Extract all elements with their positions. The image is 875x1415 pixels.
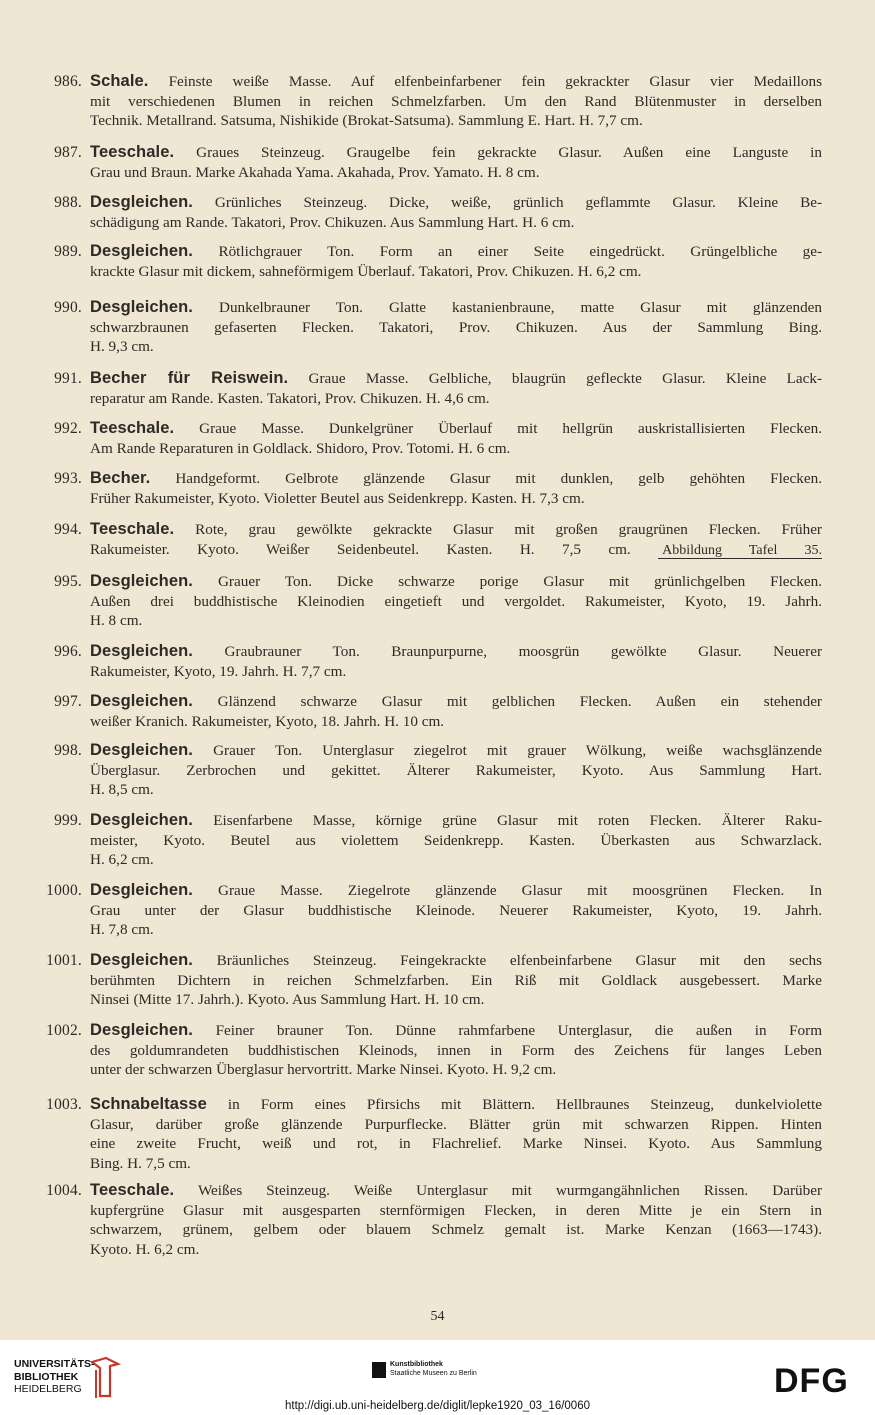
- entry-line-text: Außen drei buddhistische Kleinodien eingetieft und vergoldet. Rakumeister, Kyoto, 19. Jahrh.: [90, 592, 822, 610]
- entry-line: [90, 1134, 822, 1154]
- entry-line: [90, 1060, 822, 1080]
- entry-line-text: in Form eines Pfirsichs mit Blättern. Hellbraunes Steinzeug, dunkelviolette: [227, 1096, 822, 1113]
- entry-number: 999.: [54, 812, 82, 829]
- entry-text: [90, 72, 822, 131]
- entry-heading: Schale.: [90, 72, 149, 90]
- entry-line: [90, 901, 822, 921]
- entry-line: [90, 318, 822, 338]
- entry-line-text: Glänzend schwarze Glasur mit gelblichen Flecken. Außen ein stehender: [217, 693, 822, 710]
- entry-line-text: Weißes Steinzeug. Weiße Unterglasur mit wurmgangähnlichen Rissen. Darüber: [197, 1182, 822, 1199]
- entry-line: [90, 143, 822, 163]
- entry-line-text: Rakumeister, Kyoto, 19. Jahrh. H. 7,7 cm.: [90, 662, 347, 680]
- entry-text: [90, 811, 822, 870]
- entry-line-text: Graue Masse. Ziegelrote glänzende Glasur mit moosgrünen Flecken. In: [218, 882, 822, 899]
- entry-line-text: unter der schwarzen Überglasur hervortritt. Marke Ninsei. Kyoto. H. 9,2 cm.: [90, 1061, 557, 1079]
- entry-text: [90, 692, 822, 731]
- entry-line-text: Grünliches Steinzeug. Dicke, weiße, grünlich geflammte Glasur. Kleine Be-: [214, 194, 822, 211]
- entry-line: [90, 469, 822, 489]
- entry-line: [90, 1115, 822, 1135]
- entry-text: [90, 419, 822, 458]
- entry-number: 992.: [54, 420, 82, 437]
- entry-line-text: Rakumeister. Kyoto. Weißer Seidenbeutel. Kasten. H. 7,5 cm.: [90, 540, 631, 558]
- plate-reference: Abbildung Tafel 35.: [658, 543, 822, 559]
- entry-line: [90, 850, 822, 870]
- entry-heading: Becher.: [90, 469, 151, 487]
- library-line-3: HEIDELBERG: [14, 1383, 82, 1395]
- entry-line: [90, 881, 822, 901]
- entry-line-text: schwarzem, grünem, gelbem oder blauem Schmelz gemalt ist. Marke Kenzan (1663—1743).: [90, 1221, 822, 1239]
- entry-line-text: H. 9,3 cm.: [90, 338, 154, 356]
- entry-line: [90, 262, 822, 282]
- kunstbibliothek-text[interactable]: [390, 1360, 477, 1378]
- entry-text: [90, 298, 822, 357]
- page-number: 54: [430, 1309, 445, 1324]
- entry-text: [90, 572, 822, 631]
- entry-line-text: Grau und Braun. Marke Akahada Yama. Akahada, Prov. Yamato. H. 8 cm.: [90, 163, 540, 181]
- entry-line-text: krackte Glasur mit dickem, sahneförmigem Überlauf. Takatori, Prov. Chikuzen. H. 6,2 cm.: [90, 262, 642, 280]
- entry-line-text: kupfergrüne Glasur mit ausgesparten sternförmigen Flecken, in deren Mitte je ein Stern in: [90, 1201, 822, 1219]
- entry-text: [90, 369, 822, 408]
- entry-text: [90, 1095, 822, 1173]
- entry-line: [90, 712, 822, 732]
- entry-text: [90, 741, 822, 800]
- entry-line-text: Bräunliches Steinzeug. Feingekrackte elfenbeinfarbene Glasur mit den sechs: [216, 952, 822, 969]
- entry-line-text: Grauer Ton. Dicke schwarze porige Glasur mit grünlichgelben Flecken.: [217, 573, 823, 590]
- entry-line: [90, 1021, 822, 1041]
- entry-line-text: Glasur, darüber große glänzende Purpurflecke. Blätter grün mit schwarzen Rippen. Hinten: [90, 1115, 822, 1133]
- entry-text: [90, 1181, 822, 1259]
- entry-number: 1000.: [46, 882, 82, 899]
- entry-line-text: eine zweite Frucht, weiß und rot, in Flachrelief. Marke Ninsei. Kyoto. Aus Sammlung: [90, 1135, 822, 1153]
- entry-heading: Desgleichen.: [90, 193, 193, 211]
- entry-text: [90, 520, 822, 560]
- entry-heading: Desgleichen.: [90, 642, 193, 660]
- entry-line-text: Eisenfarbene Masse, körnige grüne Glasur mit roten Flecken. Älterer Raku-: [213, 812, 823, 829]
- entry-heading: Desgleichen.: [90, 741, 193, 759]
- entry-line: [90, 72, 822, 92]
- source-url-link[interactable]: http://digi.ub.uni-heidelberg.de/diglit/lepke1920_03_16/0060: [285, 1400, 590, 1412]
- entry-line: [90, 389, 822, 409]
- entry-heading: Desgleichen.: [90, 1021, 193, 1039]
- library-emblem-icon: [88, 1356, 122, 1400]
- entry-line-text: weißer Kranich. Rakumeister, Kyoto, 18. Jahrh. H. 10 cm.: [90, 712, 445, 730]
- entry-number: 994.: [54, 521, 82, 538]
- entry-line-text: berühmten Dichtern in reichen Schmelzfarben. Ein Riß mit Goldlack ausgebessert. Marke: [90, 971, 822, 989]
- entry-line: [90, 213, 822, 233]
- kb-title: Kunstbibliothek: [390, 1361, 443, 1368]
- entry-line-text: Überglasur. Zerbrochen und gekittet. Älterer Rakumeister, Kyoto. Aus Sammlung Hart.: [90, 761, 822, 779]
- entry-number: 989.: [54, 243, 82, 260]
- entry-number: 996.: [54, 643, 82, 660]
- entry-line-text: Grauer Ton. Unterglasur ziegelrot mit grauer Wölkung, weiße wachsglänzende: [213, 742, 822, 759]
- entry-line: [90, 1220, 822, 1240]
- entry-line: [90, 1095, 822, 1115]
- entry-heading: Desgleichen.: [90, 572, 193, 590]
- entry-text: [90, 642, 822, 681]
- entry-line-text: H. 7,8 cm.: [90, 921, 154, 939]
- entry-line-text: mit verschiedenen Blumen in reichen Schmelzfarben. Um den Rand Blütenmuster in derselben: [90, 92, 822, 110]
- entry-line-text: des goldumrandeten buddhistischen Kleinods, innen in Form des Zeichens für langes Leben: [90, 1041, 822, 1059]
- entry-text: [90, 193, 822, 232]
- entry-line: [90, 831, 822, 851]
- entry-line-text: Graue Masse. Gelbliche, blaugrün gefleckte Glasur. Kleine Lack-: [308, 370, 823, 387]
- entry-number: 1001.: [46, 952, 82, 969]
- entry-line: [90, 439, 822, 459]
- entry-text: [90, 951, 822, 1010]
- entry-line-text: H. 8,5 cm.: [90, 781, 154, 799]
- entry-text: [90, 143, 822, 182]
- entry-line: [90, 540, 822, 561]
- library-line-2: BIBLIOTHEK: [14, 1370, 79, 1383]
- entry-line: [90, 111, 822, 131]
- entry-line-text: H. 8 cm.: [90, 612, 143, 630]
- entry-line-text: Ninsei (Mitte 17. Jahrh.). Kyoto. Aus Sammlung Hart. H. 10 cm.: [90, 991, 485, 1009]
- entry-line-text: schwarzbraunen gefaserten Flecken. Takatori, Prov. Chikuzen. Aus der Sammlung Bing.: [90, 318, 822, 336]
- entry-heading: Desgleichen.: [90, 692, 193, 710]
- entry-line-text: schädigung am Rande. Takatori, Prov. Chikuzen. Aus Sammlung Hart. H. 6 cm.: [90, 213, 575, 231]
- entry-line: [90, 761, 822, 781]
- entry-line-text: Graue Masse. Dunkelgrüner Überlauf mit hellgrün auskristallisierten Flecken.: [199, 420, 823, 437]
- entry-line: [90, 692, 822, 712]
- entry-text: [90, 242, 822, 281]
- university-library-logo-text[interactable]: [14, 1358, 95, 1396]
- entry-line-text: Graubrauner Ton. Braunpurpurne, moosgrün gewölkte Glasur. Neuerer: [224, 643, 822, 660]
- entry-line: [90, 92, 822, 112]
- entry-line: [90, 520, 822, 540]
- entry-heading: Desgleichen.: [90, 242, 193, 260]
- entry-line-text: meister, Kyoto. Beutel aus violettem Seidenkrepp. Kasten. Überkasten aus Schwarzlack.: [90, 831, 822, 849]
- entry-line-text: Dunkelbrauner Ton. Glatte kastanienbraune, matte Glasur mit glänzenden: [218, 299, 823, 316]
- entry-line-text: reparatur am Rande. Kasten. Takatori, Prov. Chikuzen. H. 4,6 cm.: [90, 389, 490, 407]
- entry-line: [90, 419, 822, 439]
- entry-number: 1002.: [46, 1022, 82, 1039]
- entry-number: 998.: [54, 742, 82, 759]
- entry-line: [90, 1041, 822, 1061]
- entry-line: [90, 489, 822, 509]
- entry-line: [90, 592, 822, 612]
- footer-bar: [0, 1340, 875, 1415]
- entry-line: [90, 971, 822, 991]
- dfg-logo[interactable]: DFG: [774, 1362, 849, 1400]
- entry-line: [90, 780, 822, 800]
- entry-heading: Becher für Reiswein.: [90, 369, 289, 387]
- entry-line: [90, 642, 822, 662]
- kunstbibliothek-logo-icon: [372, 1362, 386, 1378]
- entry-heading: Desgleichen.: [90, 951, 193, 969]
- library-line-1: UNIVERSITÄTS-: [14, 1358, 95, 1370]
- entry-line: [90, 163, 822, 183]
- entry-line: [90, 572, 822, 592]
- entry-line: [90, 741, 822, 761]
- entry-line: [90, 662, 822, 682]
- entry-line-text: Rote, grau gewölkte gekrackte Glasur mit großen graugrünen Flecken. Früher: [195, 521, 822, 538]
- entry-line-text: Früher Rakumeister, Kyoto. Violetter Beutel aus Seidenkrepp. Kasten. H. 7,3 cm.: [90, 489, 585, 507]
- entry-line: [90, 369, 822, 389]
- entry-line: [90, 990, 822, 1010]
- entry-line: [90, 298, 822, 318]
- entry-line-text: Am Rande Reparaturen in Goldlack. Shidoro, Prov. Totomi. H. 6 cm.: [90, 439, 511, 457]
- entry-number: 1003.: [46, 1096, 82, 1113]
- entry-number: 1004.: [46, 1182, 82, 1199]
- entry-heading: Desgleichen.: [90, 811, 193, 829]
- entry-line-text: Bing. H. 7,5 cm.: [90, 1154, 191, 1172]
- entry-line-text: Feiner brauner Ton. Dünne rahmfarbene Unterglasur, die außen in Form: [215, 1022, 823, 1039]
- entry-line-text: Grau unter der Glasur buddhistische Kleinode. Neuerer Rakumeister, Kyoto, 19. Jahrh.: [90, 901, 822, 919]
- entry-number: 987.: [54, 144, 82, 161]
- entry-number: 991.: [54, 370, 82, 387]
- entry-line: [90, 920, 822, 940]
- entry-line: [90, 1154, 822, 1174]
- entry-heading: Schnabeltasse: [90, 1095, 207, 1113]
- entry-line-text: Rötlichgrauer Ton. Form an einer Seite eingedrückt. Grüngelbliche ge-: [218, 243, 823, 260]
- entry-heading: Desgleichen.: [90, 298, 193, 316]
- entry-line-text: Feinste weiße Masse. Auf elfenbeinfarbener fein gekrackter Glasur vier Medaillons: [168, 73, 822, 90]
- entry-heading: Teeschale.: [90, 419, 175, 437]
- entry-line-text: Kyoto. H. 6,2 cm.: [90, 1240, 200, 1258]
- entry-line: [90, 811, 822, 831]
- entry-heading: Desgleichen.: [90, 881, 193, 899]
- entry-line: [90, 951, 822, 971]
- entry-number: 995.: [54, 573, 82, 590]
- entry-number: 986.: [54, 73, 82, 90]
- entry-heading: Teeschale.: [90, 1181, 175, 1199]
- entry-line: [90, 242, 822, 262]
- entry-line-text: Graues Steinzeug. Graugelbe fein gekrackte Glasur. Außen eine Languste in: [196, 144, 822, 161]
- entry-line-text: Handgeformt. Gelbrote glänzende Glasur mit dunklen, gelb gehöhten Flecken.: [175, 470, 823, 487]
- entry-line-text: Technik. Metallrand. Satsuma, Nishikide (Brokat-Satsuma). Sammlung E. Hart. H. 7,7 cm.: [90, 112, 643, 130]
- entry-line: [90, 1181, 822, 1201]
- entry-line: [90, 1240, 822, 1260]
- entry-line-text: H. 6,2 cm.: [90, 851, 154, 869]
- entry-heading: Teeschale.: [90, 520, 175, 538]
- entry-text: [90, 469, 822, 508]
- entry-text: [90, 1021, 822, 1080]
- kb-subtitle: Staatliche Museen zu Berlin: [390, 1370, 477, 1377]
- entry-number: 997.: [54, 693, 82, 710]
- entry-line: [90, 1201, 822, 1221]
- entry-line: [90, 193, 822, 213]
- entry-line: [90, 611, 822, 631]
- entry-line: [90, 337, 822, 357]
- entry-heading: Teeschale.: [90, 143, 175, 161]
- entry-text: [90, 881, 822, 940]
- entry-number: 993.: [54, 470, 82, 487]
- entry-number: 990.: [54, 299, 82, 316]
- entry-number: 988.: [54, 194, 82, 211]
